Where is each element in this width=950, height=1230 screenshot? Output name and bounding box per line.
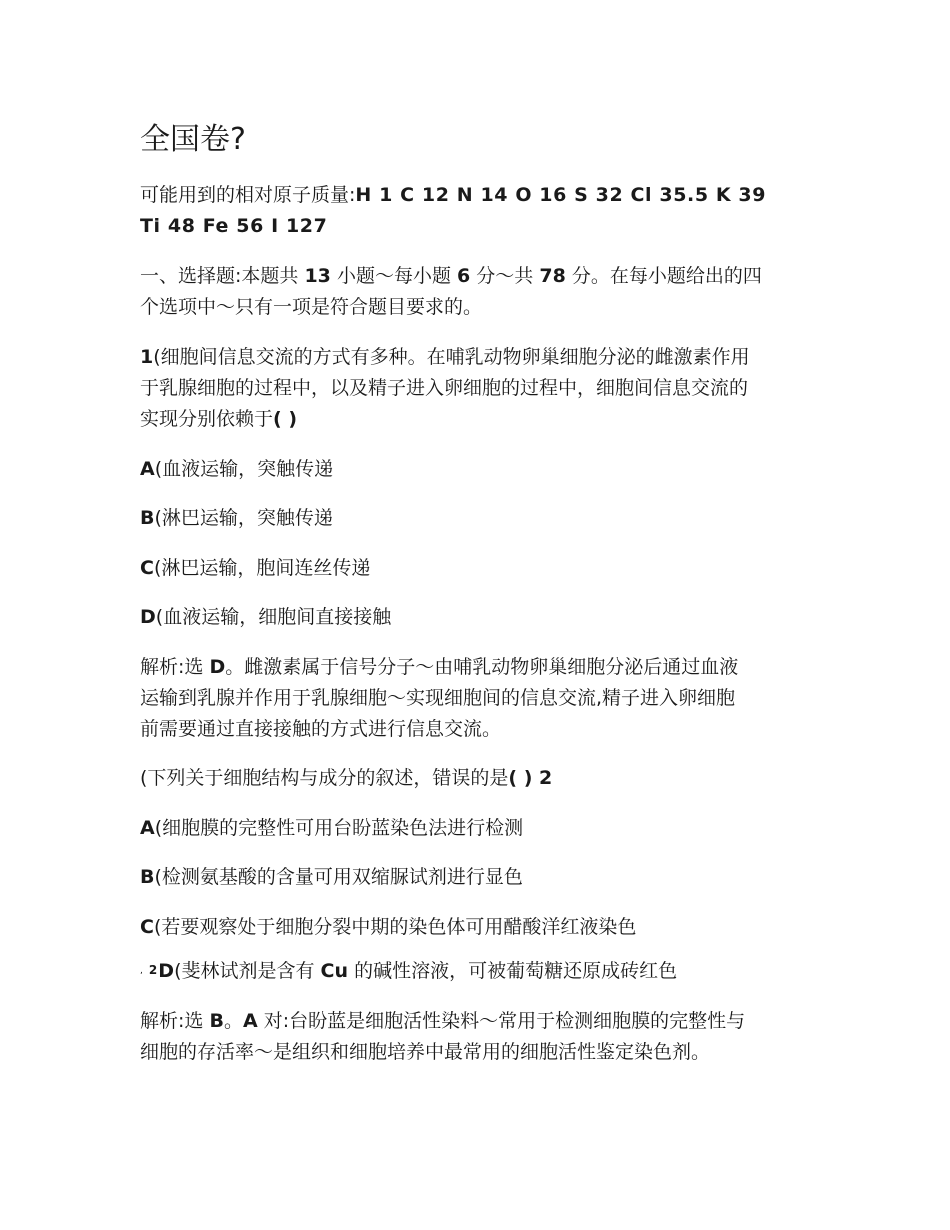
section-instructions — [140, 261, 820, 323]
total-points: 78 — [539, 265, 566, 287]
question-count: 13 — [304, 265, 331, 287]
option-text: (血液运输，突触传递 — [154, 458, 334, 480]
option-text: (若要观察处于细胞分裂中期的染色体可用醋酸洋红液染色 — [153, 916, 637, 938]
option-letter: D — [158, 960, 175, 982]
option-letter: B — [140, 507, 155, 529]
option-text: 的碱性溶液，可被葡萄糖还原成砖红色 — [354, 960, 678, 982]
q1-stem-text: (细胞间信息交流的方式有多种。在哺乳动物卵巢细胞分泌的雌激素作用 — [153, 346, 750, 368]
section-text: 分～共 — [476, 265, 534, 287]
q2-answer: B — [209, 1010, 224, 1032]
option-text: (血液运输，细胞间直接接触 — [155, 606, 392, 628]
superscript-2: 2 — [148, 963, 158, 977]
analysis-text: 。 — [223, 1010, 243, 1032]
option-ref-a: A — [242, 1010, 258, 1032]
q2-analysis-line-2: 细胞的存活率～是组织和细胞培养中最常用的细胞活性鉴定染色剂。 — [140, 1041, 711, 1063]
q2-analysis-line-1 — [140, 1006, 820, 1037]
option-letter: D — [140, 606, 156, 628]
q1-option-a — [140, 454, 820, 485]
option-letter: A — [140, 458, 155, 480]
option-letter: A — [140, 817, 155, 839]
analysis-label: 解析:选 — [140, 1010, 204, 1032]
atomic-mass-info — [140, 180, 820, 242]
option-text: (淋巴运输，突触传递 — [154, 507, 333, 529]
q2-option-b — [140, 862, 820, 893]
section-text: 分。在每小题给出的四 — [571, 265, 762, 287]
question-2-stem — [140, 763, 820, 794]
atomic-mass-values-2: Ti 48 Fe 56 I 127 — [140, 215, 328, 237]
option-letter: B — [140, 866, 155, 888]
q1-option-d — [140, 602, 820, 633]
points-per-question: 6 — [457, 265, 471, 287]
q1-analysis-line-1 — [140, 652, 820, 683]
page-title: 全国卷? — [140, 122, 246, 157]
section-text: 小题～每小题 — [336, 265, 451, 287]
q2-option-d — [140, 955, 820, 987]
q2-analysis — [140, 1006, 820, 1068]
atomic-mass-values-1: H 1 C 12 N 14 O 16 S 32 Cl 35.5 K 39 — [355, 184, 767, 206]
q2-stem-text: (下列关于细胞结构与成分的叙述，错误的是 — [140, 767, 509, 789]
q1-stem-line-2: 于乳腺细胞的过程中，以及精子进入卵细胞的过程中，细胞间信息交流的 — [140, 377, 749, 399]
q1-analysis-line-2: 运输到乳腺并作用于乳腺细胞～实现细胞间的信息交流,精子进入卵细胞 — [140, 687, 736, 709]
option-text: (检测氨基酸的含量可用双缩脲试剂进行显色 — [154, 866, 523, 888]
q1-option-c — [140, 553, 820, 584]
stray-mark: , — [140, 966, 143, 976]
q1-answer: D — [209, 656, 226, 678]
option-text: (细胞膜的完整性可用台盼蓝染色法进行检测 — [154, 817, 524, 839]
q2-answer-blank: ( ) 2 — [508, 767, 553, 789]
q1-stem-line-1 — [140, 342, 820, 373]
atomic-mass-prefix: 可能用到的相对原子质量: — [140, 184, 356, 206]
section-line-1 — [140, 261, 820, 292]
option-text: (斐林试剂是含有 — [174, 960, 315, 982]
q1-answer-blank: ( ) — [273, 408, 297, 430]
option-letter: C — [140, 916, 154, 938]
q1-stem-text: 实现分别依赖于 — [140, 408, 274, 430]
analysis-text: 对:台盼蓝是细胞活性染料～常用于检测细胞膜的完整性与 — [263, 1010, 746, 1032]
q1-analysis — [140, 652, 820, 745]
section-line-2: 个选项中～只有一项是符合题目要求的。 — [140, 296, 483, 318]
atomic-mass-line-1 — [140, 180, 820, 211]
option-letter: C — [140, 557, 154, 579]
q1-stem-line-3 — [140, 404, 820, 435]
q2-option-a — [140, 813, 820, 844]
q1-number: 1 — [140, 346, 154, 368]
atomic-mass-line-2 — [140, 211, 820, 242]
question-1-stem — [140, 342, 820, 435]
q2-option-c — [140, 912, 820, 943]
q1-option-b — [140, 503, 820, 534]
copper-symbol: Cu — [320, 960, 349, 982]
section-text: 一、选择题:本题共 — [140, 265, 299, 287]
analysis-label: 解析:选 — [140, 656, 204, 678]
q1-analysis-line-3: 前需要通过直接接触的方式进行信息交流。 — [140, 718, 502, 740]
option-text: (淋巴运输，胞间连丝传递 — [153, 557, 371, 579]
analysis-text: 。雌激素属于信号分子～由哺乳动物卵巢细胞分泌后通过血液 — [225, 656, 739, 678]
